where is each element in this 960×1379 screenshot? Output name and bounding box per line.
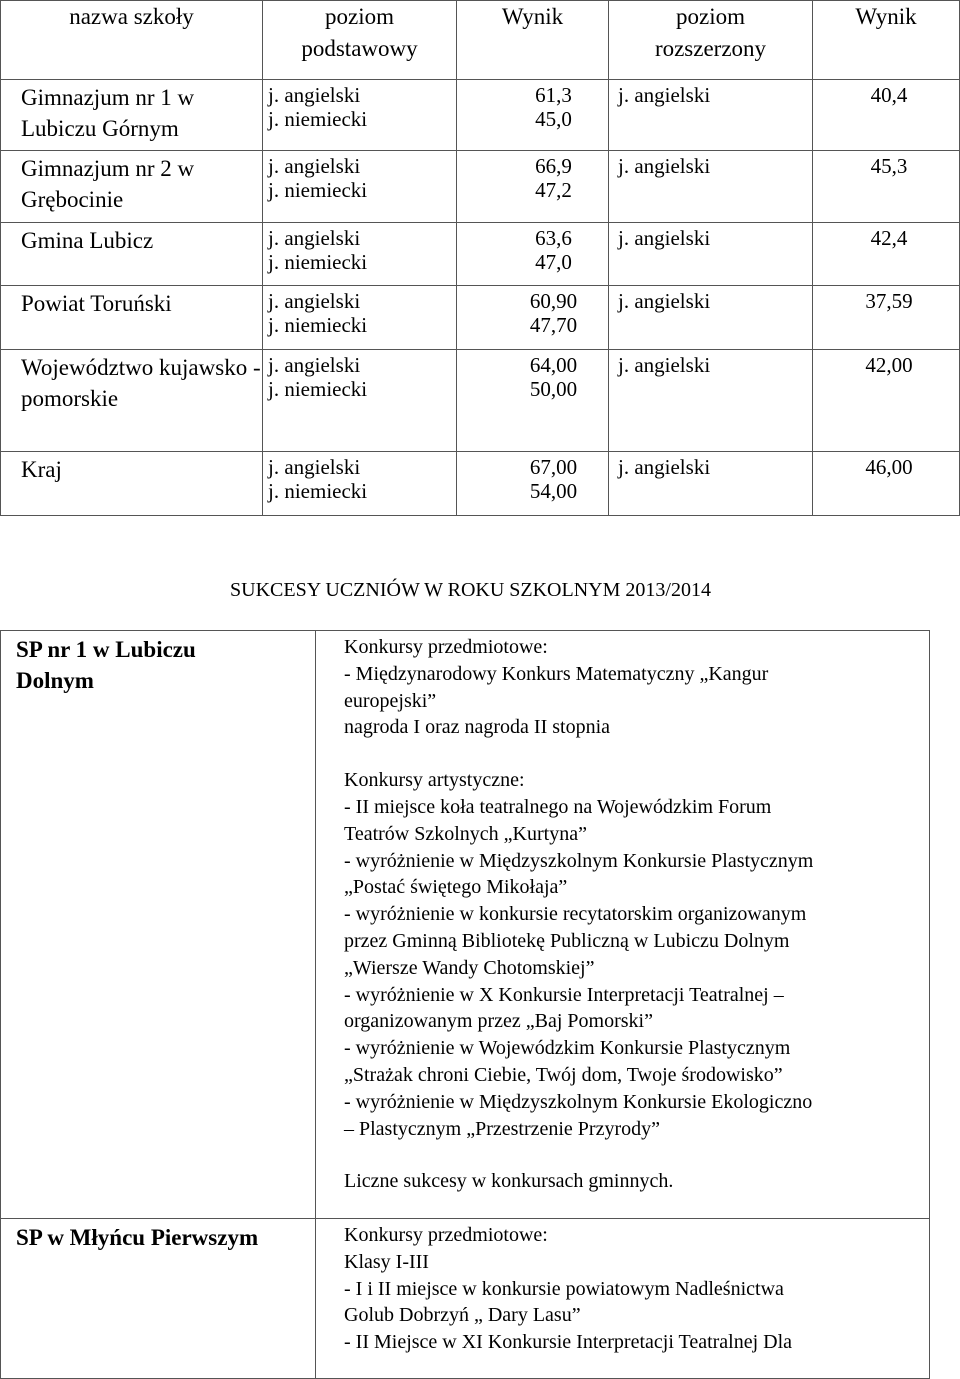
table-row	[1, 631, 930, 1219]
row-extended-result: 40,4	[813, 80, 960, 151]
text-line: Konkursy przedmiotowe:	[344, 1224, 548, 1246]
row-school-name: Kraj	[1, 452, 263, 516]
school-name: SP nr 1 w Lubiczu Dolnym	[1, 631, 316, 1219]
row-school-name: Powiat Toruński	[1, 286, 263, 350]
text-line: organizowanym przez „Baj Pomorski”	[344, 1010, 653, 1033]
text-line: – Plastycznym „Przestrzenie Przyrody”	[344, 1117, 661, 1140]
row-languages	[263, 223, 457, 286]
text-line: - wyróżnienie w Wojewódzkim Konkursie Plastycznym	[344, 1037, 791, 1060]
table-row	[1, 80, 960, 151]
text-line: - wyróżnienie w X Konkursie Interpretacji Teatralnej –	[344, 983, 784, 1006]
lang-english: j. angielski	[268, 83, 361, 107]
result-english: 61,3	[535, 83, 572, 107]
row-extended-result: 42,4	[813, 223, 960, 286]
result-german: 47,70	[529, 313, 578, 337]
achievements-content	[316, 631, 930, 1219]
table-row	[1, 350, 960, 452]
text-line: europejski”	[344, 689, 437, 712]
text-line: „Strażak chroni Ciebie, Twój dom, Twoje środowisko”	[344, 1063, 783, 1086]
table-row	[1, 151, 960, 223]
result-german: 45,0	[535, 107, 572, 131]
achievement-group-art	[344, 767, 929, 1142]
row-basic-results	[457, 223, 609, 286]
text-line: - wyróżnienie w Międzyszkolnym Konkursie Ekologiczno	[344, 1090, 813, 1113]
lang-german: j. niemiecki	[268, 479, 368, 503]
text-line: nagroda I oraz nagroda II stopnia	[344, 716, 610, 739]
row-extended-result: 46,00	[813, 452, 960, 516]
row-extended-result: 45,3	[813, 151, 960, 223]
result-english: 66,9	[535, 154, 572, 178]
lang-english: j. angielski	[268, 455, 361, 479]
row-languages	[263, 452, 457, 516]
section-title: SUKCESY UCZNIÓW W ROKU SZKOLNYM 2013/2014	[230, 579, 711, 601]
row-extended-language: j. angielski	[609, 80, 813, 151]
result-german: 47,2	[535, 178, 572, 202]
header-result-basic: Wynik	[457, 1, 609, 80]
lang-german: j. niemiecki	[268, 107, 368, 131]
text-line: Golub Dobrzyń „ Dary Lasu”	[344, 1304, 581, 1327]
lang-english: j. angielski	[268, 154, 361, 178]
lang-german: j. niemiecki	[268, 377, 368, 401]
row-extended-language: j. angielski	[609, 223, 813, 286]
row-basic-results	[457, 151, 609, 223]
text-line: - I i II miejsce w konkursie powiatowym Nadleśnictwa	[344, 1277, 784, 1300]
row-extended-language: j. angielski	[609, 452, 813, 516]
row-languages	[263, 286, 457, 350]
lang-english: j. angielski	[268, 353, 361, 377]
result-german: 47,0	[535, 250, 572, 274]
table-row	[1, 223, 960, 286]
text-line: - wyróżnienie w konkursie recytatorskim organizowanym	[344, 903, 807, 926]
text-line: Konkursy artystyczne:	[344, 769, 525, 792]
row-school-name: Gmina Lubicz	[1, 223, 263, 286]
text-line: „Postać świętego Mikołaja”	[344, 876, 568, 899]
achievements-content	[316, 1219, 930, 1379]
row-languages	[263, 350, 457, 452]
school-name: SP w Młyńcu Pierwszym	[1, 1219, 316, 1379]
result-english: 60,90	[529, 289, 578, 313]
text-line: - Międzynarodowy Konkurs Matematyczny „Kangur	[344, 662, 769, 685]
row-school-name: Województwo kujawsko - pomorskie	[1, 350, 263, 452]
text-line: przez Gminną Bibliotekę Publiczną w Lubiczu Dolnym	[344, 929, 790, 952]
text-line: Konkursy przedmiotowe:	[344, 636, 548, 658]
text-line: Liczne sukcesy w konkursach gminnych.	[344, 1170, 674, 1193]
achievement-group-subject	[344, 634, 929, 741]
result-german: 50,00	[529, 377, 578, 401]
result-english: 64,00	[529, 353, 578, 377]
lang-german: j. niemiecki	[268, 178, 368, 202]
lang-english: j. angielski	[268, 289, 361, 313]
row-basic-results	[457, 350, 609, 452]
row-basic-results	[457, 286, 609, 350]
row-basic-results	[457, 80, 609, 151]
text-line: Teatrów Szkolnych „Kurtyna”	[344, 822, 587, 845]
table-header-row	[1, 1, 960, 80]
row-extended-result: 42,00	[813, 350, 960, 452]
text-line: „Wiersze Wandy Chotomskiej”	[344, 956, 595, 979]
row-extended-language: j. angielski	[609, 151, 813, 223]
result-english: 63,6	[535, 226, 572, 250]
result-german: 54,00	[529, 479, 578, 503]
text-line: Klasy I-III	[344, 1250, 429, 1273]
row-school-name: Gimnazjum nr 2 w Grębocinie	[1, 151, 263, 223]
text-line: - II Miejsce w XI Konkursie Interpretacji Teatralnej Dla	[344, 1331, 793, 1354]
lang-german: j. niemiecki	[268, 250, 368, 274]
row-extended-result: 37,59	[813, 286, 960, 350]
achievements-table	[0, 630, 930, 1379]
header-basic-level: poziom podstawowy	[263, 1, 457, 80]
table-row	[1, 452, 960, 516]
table-row	[1, 286, 960, 350]
lang-german: j. niemiecki	[268, 313, 368, 337]
result-english: 67,00	[529, 455, 578, 479]
text-line: - wyróżnienie w Międzyszkolnym Konkursie Plastycznym	[344, 849, 814, 872]
lang-english: j. angielski	[268, 226, 361, 250]
row-school-name: Gimnazjum nr 1 w Lubiczu Górnym	[1, 80, 263, 151]
header-result-extended: Wynik	[813, 1, 960, 80]
text-line: - II miejsce koła teatralnego na Wojewódzkim Forum	[344, 795, 772, 818]
table-row	[1, 1219, 930, 1379]
row-languages	[263, 80, 457, 151]
header-school-name: nazwa szkoły	[1, 1, 263, 80]
row-extended-language: j. angielski	[609, 350, 813, 452]
header-extended-level: poziom rozszerzony	[609, 1, 813, 80]
row-languages	[263, 151, 457, 223]
exam-results-table	[0, 0, 960, 516]
row-extended-language: j. angielski	[609, 286, 813, 350]
row-basic-results	[457, 452, 609, 516]
